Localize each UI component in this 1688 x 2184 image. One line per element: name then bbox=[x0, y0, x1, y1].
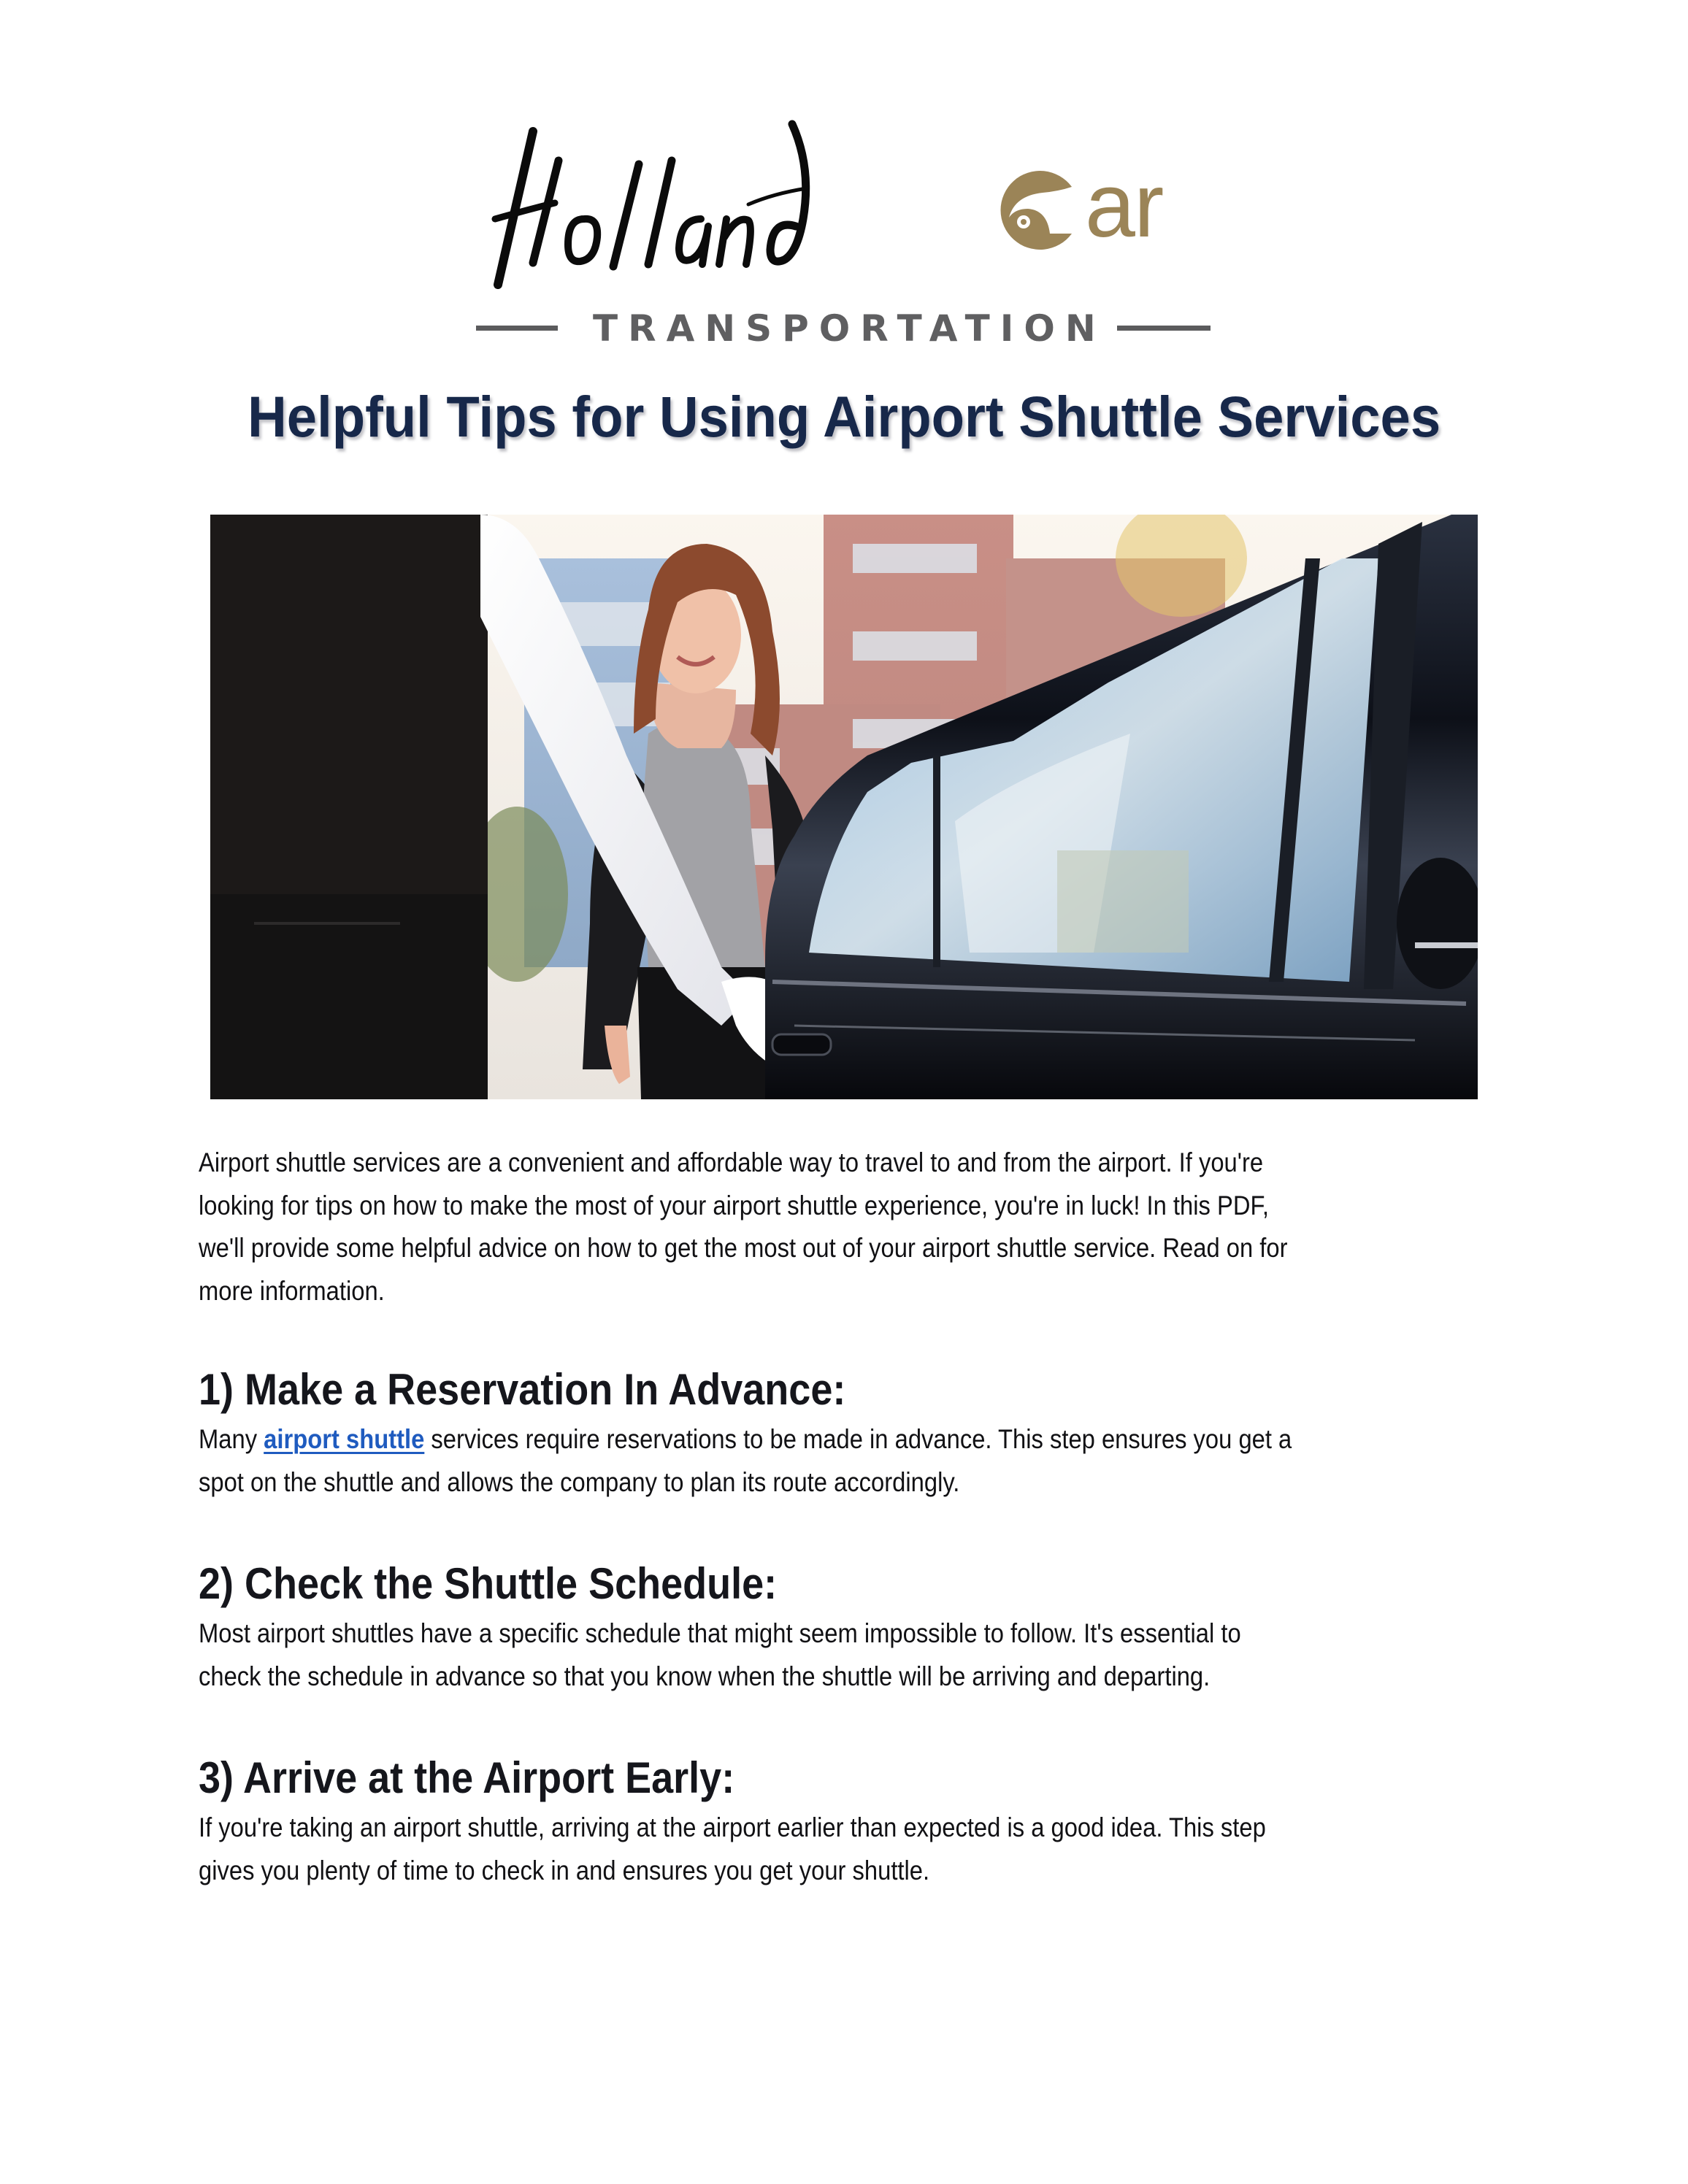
text-run: Many bbox=[199, 1424, 264, 1454]
logo-tagline: TRANSPORTATION bbox=[593, 307, 1106, 350]
car-wordmark bbox=[999, 155, 1211, 256]
intro-line: more information. bbox=[199, 1275, 385, 1306]
section-reservation bbox=[199, 1361, 1505, 1504]
section-body-line: gives you plenty of time to check in and ensures you get your shuttle. bbox=[199, 1855, 930, 1885]
hero-photo bbox=[210, 515, 1478, 1099]
intro-line: looking for tips on how to make the most of your airport shuttle experience, you're in luck! In this PDF, bbox=[199, 1190, 1269, 1220]
section-heading: 3) Arrive at the Airport Early: bbox=[199, 1753, 735, 1802]
brand-logo bbox=[467, 109, 1227, 350]
section-body-line: If you're taking an airport shuttle, arriving at the airport earlier than expected is a good idea. This step bbox=[199, 1812, 1266, 1842]
holland-script-wordmark bbox=[482, 109, 993, 292]
intro-line: we'll provide some helpful advice on how to get the most out of your airport shuttle service. Read on for bbox=[199, 1233, 1288, 1263]
section-body-line bbox=[199, 1418, 1355, 1461]
intro-line: Airport shuttle services are a convenient and affordable way to travel to and from the airport. If you're bbox=[199, 1147, 1264, 1177]
section-schedule bbox=[199, 1556, 1505, 1698]
section-arrive-early bbox=[199, 1750, 1505, 1892]
tagline-dash-left bbox=[476, 326, 558, 331]
airport-shuttle-link[interactable]: airport shuttle bbox=[264, 1424, 425, 1454]
section-body-line: spot on the shuttle and allows the company to plan its route accordingly. bbox=[199, 1466, 960, 1497]
section-body-line: check the schedule in advance so that you know when the shuttle will be arriving and departing. bbox=[199, 1661, 1211, 1691]
intro-paragraph bbox=[199, 1142, 1505, 1312]
car-wordmark-suffix: ar bbox=[1085, 155, 1163, 256]
page-title-text: Helpful Tips for Using Airport Shuttle Services bbox=[248, 384, 1440, 449]
section-heading: 2) Check the Shuttle Schedule: bbox=[199, 1559, 778, 1608]
hero-photo-illustration bbox=[210, 515, 1478, 1099]
section-body-line: Most airport shuttles have a specific schedule that might seem impossible to follow. It's essential to bbox=[199, 1618, 1241, 1648]
text-run: services require reservations to be made in advance. This step ensures you get a bbox=[424, 1424, 1292, 1454]
logo-tagline-row bbox=[467, 307, 1227, 350]
car-c-emblem-icon bbox=[999, 166, 1081, 254]
tagline-dash-right bbox=[1117, 326, 1211, 331]
section-heading: 1) Make a Reservation In Advance: bbox=[199, 1365, 846, 1414]
page-title bbox=[0, 377, 1688, 457]
